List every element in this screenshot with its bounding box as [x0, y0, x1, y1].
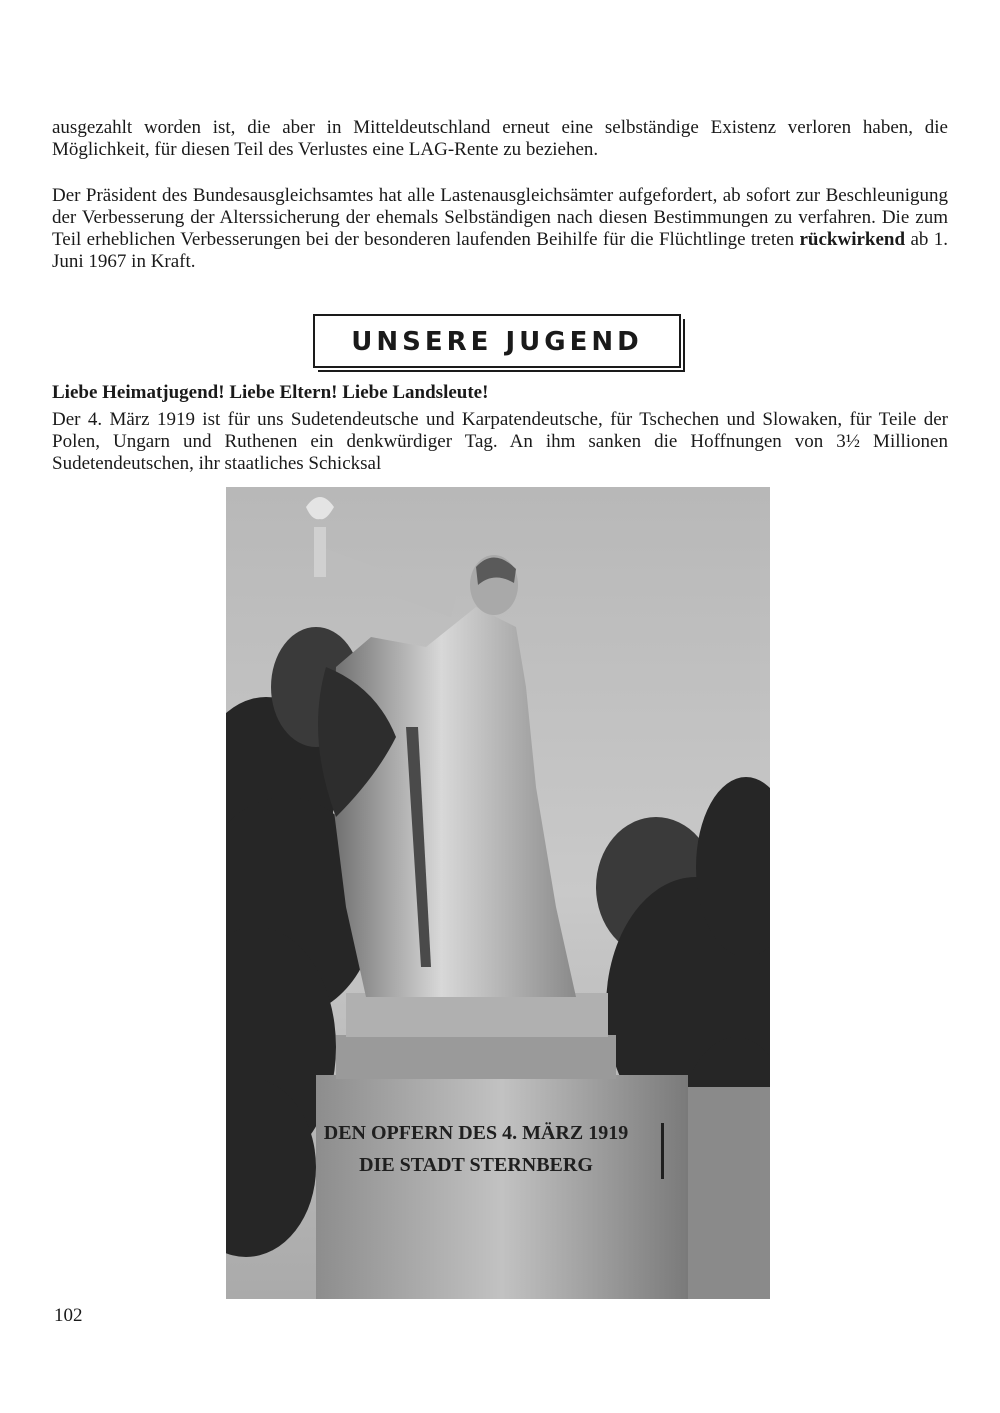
emphasis-rueckwirkend: rückwirkend: [799, 229, 906, 250]
section-headline-box: [313, 314, 681, 368]
paragraph-lag-rente: ausgezahlt worden ist, die aber in Mitteldeutschland erneut eine selbständige Existenz verloren haben, die Möglichkeit, für diesen Teil des Verlustes eine LAG-Rente zu beziehen.: [52, 117, 948, 160]
page-number: 102: [54, 1305, 83, 1326]
inscription-line-1: DEN OPFERN DES 4. MÄRZ 1919: [323, 1122, 629, 1144]
monument-photo: [226, 487, 770, 1299]
paragraph-text-end: ab 1. Juni 1967 in Kraft.: [52, 229, 948, 272]
paragraph-text: Der Präsident des Bundesausgleichsamtes hat alle Lastenausgleichsämter aufgefordert, ab sofort zur Beschleunigung der Verbesserung der Alterssicherung der ehemals Selbständigen nach diesen Bestimmungen zu verfahren. Die zum Teil erheblichen Verbesserungen bei der besonderen laufenden Beihilfe für die Flüchtlinge treten: [52, 185, 948, 250]
paragraph-bundesausgleichsamt: [52, 185, 948, 273]
inscription-line-2: DIE STADT STERNBERG: [359, 1154, 593, 1176]
paragraph-maerz-1919: Der 4. März 1919 ist für uns Sudetendeutsche und Karpatendeutsche, für Tschechen und Slowaken, für Teile der Polen, Ungarn und Ruthenen ein denkwürdiger Tag. An ihm sanken die Hoffnungen von 3½ Millionen Sudetendeutschen, ihr staatliches Schicksal: [52, 409, 948, 474]
section-headline: UNSERE JUGEND: [351, 327, 643, 357]
greeting-line: Liebe Heimatjugend! Liebe Eltern! Liebe Landsleute!: [52, 382, 489, 403]
